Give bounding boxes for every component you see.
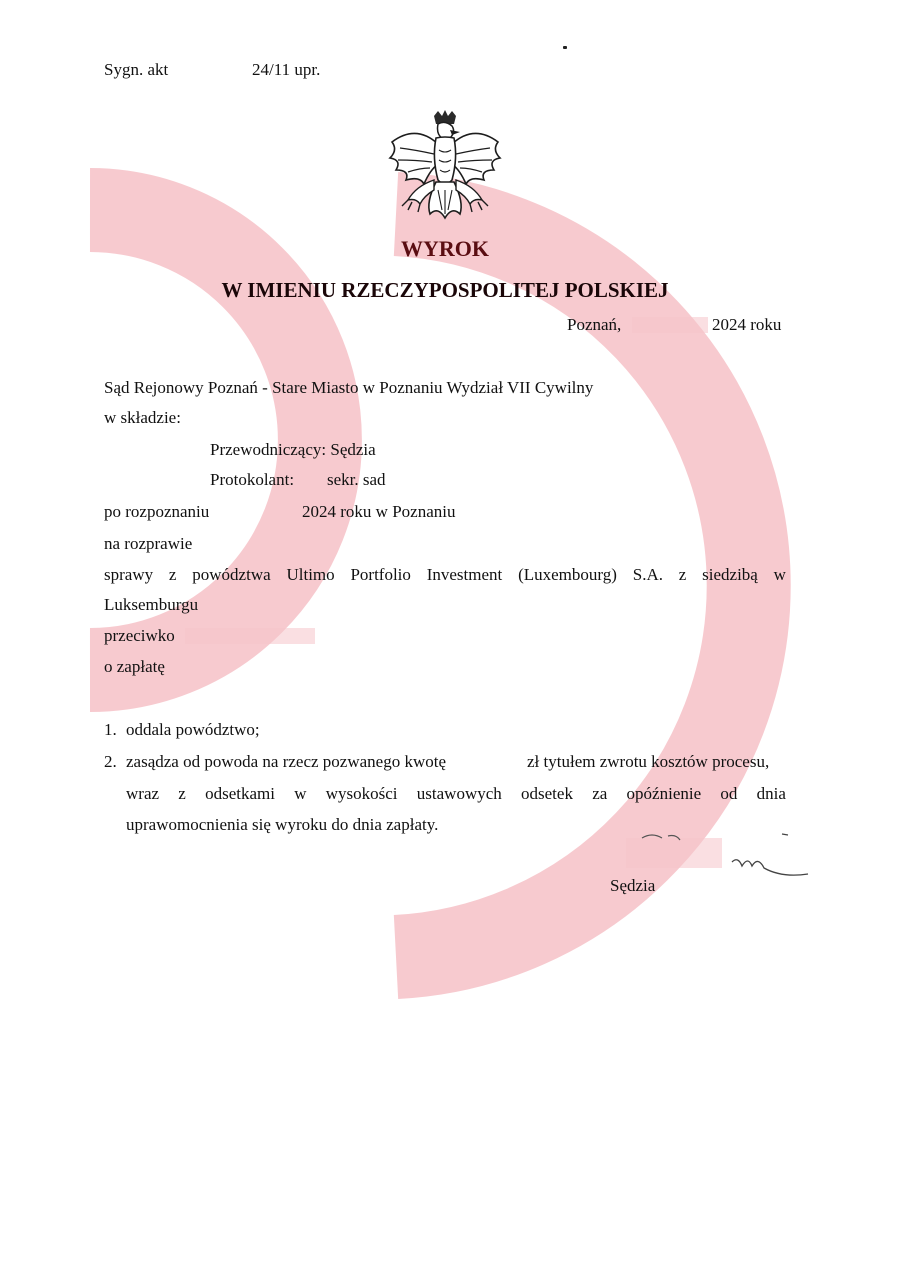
case-line-2: Luksemburgu bbox=[104, 595, 199, 614]
place-label: Poznań, bbox=[567, 315, 622, 334]
date-suffix: 2024 roku bbox=[712, 315, 782, 334]
verdict-item-2-number: 2. bbox=[104, 752, 117, 771]
verdict-word: wraz bbox=[126, 784, 160, 803]
chair-label: Przewodniczący: Sędzia bbox=[210, 440, 376, 459]
case-word: z bbox=[168, 565, 177, 584]
clerk-label: Protokolant: bbox=[210, 470, 295, 489]
hearing-label: na rozprawie bbox=[104, 534, 193, 553]
verdict-item-1-number: 1. bbox=[104, 720, 117, 739]
verdict-item-2-text-b: zł tytułem zwrotu kosztów procesu, bbox=[527, 752, 770, 771]
verdict-word: w bbox=[294, 784, 307, 803]
case-line-1 bbox=[104, 565, 786, 585]
verdict-word: opóźnienie bbox=[626, 784, 702, 803]
verdict-word: odsetkami bbox=[205, 784, 275, 803]
case-word: (Luxembourg) bbox=[518, 565, 617, 584]
verdict-word: ustawowych bbox=[416, 784, 502, 803]
case-word: Ultimo bbox=[286, 565, 335, 584]
verdict-item-2-line-3: uprawomocnienia się wyroku do dnia zapłaty. bbox=[126, 815, 439, 834]
composition-label: w składzie: bbox=[104, 408, 181, 427]
case-word: S.A. bbox=[632, 565, 663, 584]
examination-date-place: 2024 roku w Poznaniu bbox=[302, 502, 456, 521]
verdict-item-2-line-2 bbox=[126, 784, 786, 804]
case-signature-number: 24/11 upr. bbox=[252, 60, 321, 79]
court-name: Sąd Rejonowy Poznań - Stare Miasto w Poznaniu Wydział VII Cywilny bbox=[104, 378, 594, 397]
against-label: przeciwko bbox=[104, 626, 175, 645]
redacted-date bbox=[632, 317, 708, 333]
stray-mark bbox=[563, 46, 567, 49]
judge-signature-label: Sędzia bbox=[610, 876, 656, 895]
redacted-defendant bbox=[185, 628, 315, 644]
case-word: sprawy bbox=[104, 565, 154, 584]
verdict-subtitle: W IMIENIU RZECZYPOSPOLITEJ POLSKIEJ bbox=[221, 278, 669, 302]
verdict-item-1-text: oddala powództwo; bbox=[126, 720, 260, 739]
verdict-word: z bbox=[178, 784, 186, 803]
case-word: Investment bbox=[426, 565, 503, 584]
verdict-word: wysokości bbox=[325, 784, 398, 803]
polish-eagle-icon bbox=[386, 110, 504, 238]
verdict-title: WYROK bbox=[401, 236, 489, 261]
verdict-item-2-text-a: zasądza od powoda na rzecz pozwanego kwotę bbox=[126, 752, 447, 771]
subject-label: o zapłatę bbox=[104, 657, 165, 676]
verdict-word: od bbox=[720, 784, 738, 803]
case-word: Portfolio bbox=[350, 565, 411, 584]
clerk-value: sekr. sad bbox=[327, 470, 386, 489]
verdict-word: dnia bbox=[756, 784, 786, 803]
case-word: siedzibą bbox=[702, 565, 758, 584]
verdict-word: odsetek bbox=[521, 784, 573, 803]
case-word: z bbox=[678, 565, 687, 584]
examination-label: po rozpoznaniu bbox=[104, 502, 210, 521]
verdict-word: za bbox=[592, 784, 608, 803]
case-word: w bbox=[773, 565, 786, 584]
case-word: powództwa bbox=[192, 565, 271, 584]
signature-scribble-icon bbox=[632, 826, 812, 886]
case-signature-label: Sygn. akt bbox=[104, 60, 169, 79]
